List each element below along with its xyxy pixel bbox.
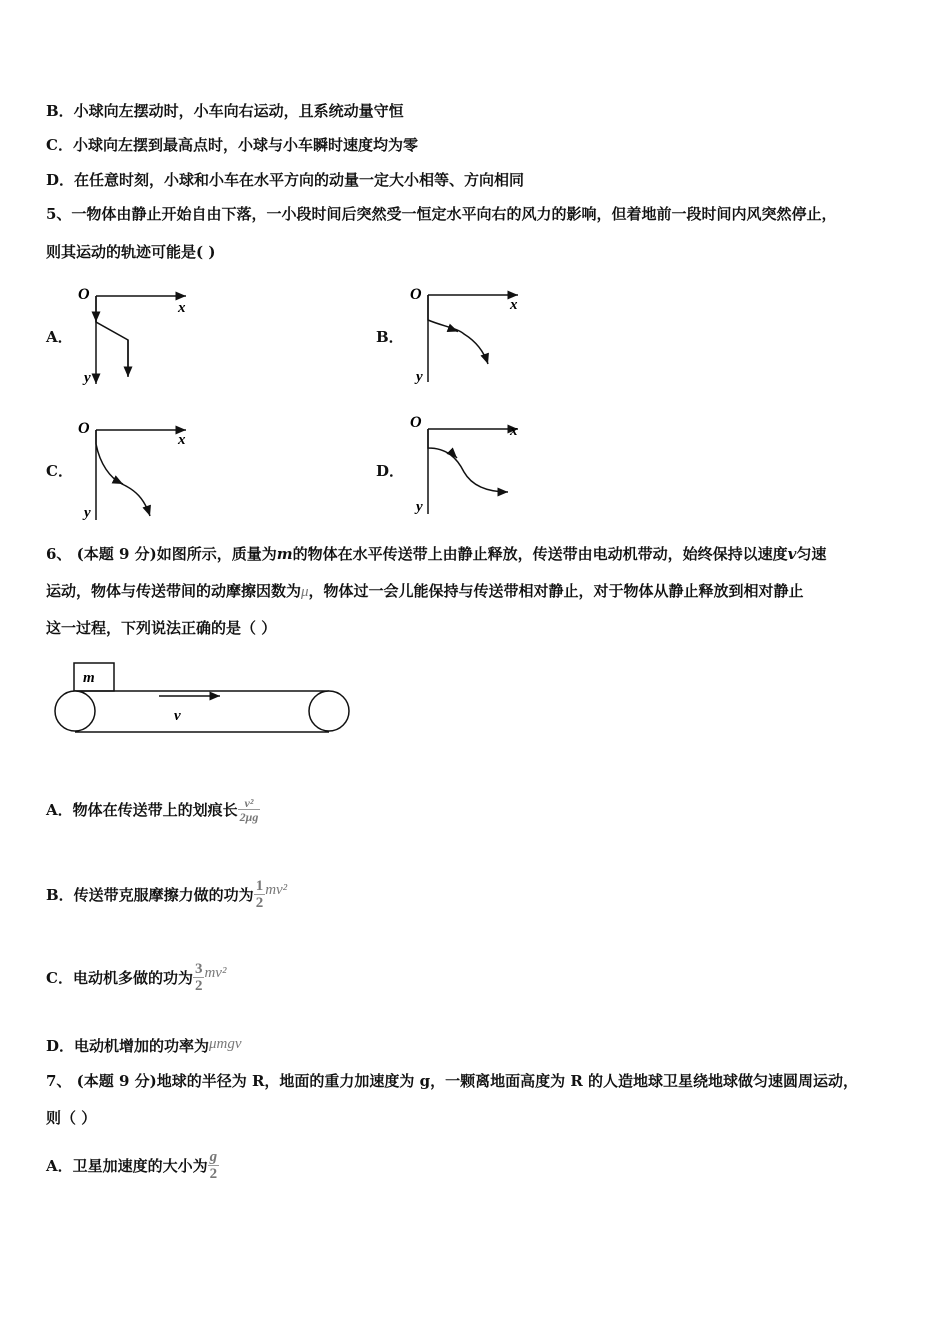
q4-option-c: C．小球向左摆到最高点时，小球与小车瞬时速度均为零: [46, 136, 418, 154]
q6-stem-part3: 匀速: [796, 545, 827, 563]
q6-option-d: [46, 1036, 242, 1057]
trajectory: [96, 296, 128, 376]
q6-option-c-text: C．电动机多做的功为: [46, 969, 193, 987]
q5-label-a: A．: [46, 328, 73, 346]
trajectory-arrow: [119, 482, 123, 484]
q5-label-d: D．: [376, 462, 405, 480]
q5-diagram-b: [402, 282, 532, 387]
x-axis-label: x: [178, 432, 186, 448]
q6-option-c-expr: mv²: [204, 965, 227, 981]
q6-option-b-expr: mv²: [265, 882, 288, 898]
fraction-denominator: 2: [255, 895, 264, 911]
fraction-numerator: 3: [194, 961, 203, 977]
y-axis-label: y: [416, 369, 423, 385]
q5-diagram-c: [70, 416, 200, 524]
q5-stem-line1: 5、一物体由静止开始自由下落，一小段时间后突然受一恒定水平向右的风力的影响，但着地前一段时间内风突然停止，: [46, 205, 837, 223]
q6-mu-symbol: μ: [301, 584, 309, 600]
q6-stem-line3: 这一过程，下列说法正确的是（ ）: [46, 619, 277, 637]
fraction-numerator: v²: [244, 796, 254, 810]
x-axis-label: x: [510, 423, 518, 439]
velocity-label: v: [174, 708, 181, 724]
q6-option-a-fraction: [238, 797, 261, 823]
block-label: m: [83, 670, 95, 686]
q6-option-d-expr: μmgv: [209, 1036, 242, 1052]
q6-option-b: [46, 873, 287, 917]
y-axis-label: y: [416, 499, 423, 515]
q6-option-b-fraction: [254, 879, 266, 911]
q6-line2-part1: 运动，物体与传送带间的动摩擦因数为: [46, 582, 302, 600]
q6-option-c: [46, 956, 226, 1000]
q6-option-a-text: A．物体在传送带上的划痕长: [46, 801, 238, 819]
right-pulley: [309, 691, 349, 731]
q5-label-c: C．: [46, 462, 73, 480]
q5-diagram-a: [70, 282, 200, 387]
trajectory: [428, 429, 508, 492]
q4-option-b: B．小球向左摆动时，小车向右运动，且系统动量守恒: [46, 102, 404, 120]
q6-option-b-text: B．传送带克服摩擦力做的功为: [46, 886, 254, 904]
y-axis-label: y: [84, 505, 91, 521]
q6-stem-line2: [46, 581, 804, 602]
q6-stem-part1: 6、 (本题 9 分)如图所示，质量为: [46, 545, 277, 563]
q6-conveyor-figure: [54, 660, 354, 740]
q5-stem-line2: 则其运动的轨迹可能是( ): [46, 243, 216, 261]
fraction-denominator: 2: [194, 978, 203, 994]
q6-option-a: [46, 790, 260, 830]
x-axis-label: x: [178, 300, 186, 316]
origin-label: O: [78, 286, 90, 303]
trajectory: [96, 430, 150, 516]
q7-option-a: [46, 1144, 219, 1188]
q7-stem-line2: 则（ ）: [46, 1109, 97, 1127]
q6-line2-part2: ，物体过一会儿能保持与传送带相对静止，对于物体从静止释放到相对静止: [308, 582, 804, 600]
trajectory: [428, 295, 488, 364]
fraction-numerator: 1: [255, 878, 264, 894]
x-axis-label: x: [510, 297, 518, 313]
left-pulley: [55, 691, 95, 731]
q6-option-c-fraction: [193, 962, 205, 994]
q5-diagram-d: [402, 410, 532, 518]
q6-option-d-text: D．电动机增加的功率为: [46, 1037, 210, 1055]
q4-option-d: D．在任意时刻，小球和小车在水平方向的动量一定大小相等、方向相同: [46, 171, 525, 189]
q6-stem-line1: [46, 544, 826, 564]
fraction-numerator: g: [209, 1149, 218, 1165]
fraction-denominator: 2μg: [239, 810, 259, 824]
q6-mass-symbol: m: [276, 545, 293, 563]
q6-stem-part2: 的物体在水平传送带上由静止释放，传送带由电动机带动，始终保持以速度: [292, 545, 788, 563]
q7-option-a-fraction: [208, 1150, 220, 1182]
fraction-denominator: 2: [209, 1166, 218, 1182]
y-axis-label: y: [84, 370, 91, 386]
q6-velocity-symbol: v: [787, 545, 797, 563]
origin-label: O: [410, 414, 422, 431]
q7-option-a-text: A．卫星加速度的大小为: [46, 1157, 208, 1175]
origin-label: O: [78, 420, 90, 437]
q5-label-b: B．: [376, 328, 404, 346]
origin-label: O: [410, 286, 422, 303]
q7-stem-line1: 7、 (本题 9 分)地球的半径为 R，地面的重力加速度为 g，一颗离地面高度为 R 的人造地球卫星绕地球做匀速圆周运动，: [46, 1072, 859, 1090]
